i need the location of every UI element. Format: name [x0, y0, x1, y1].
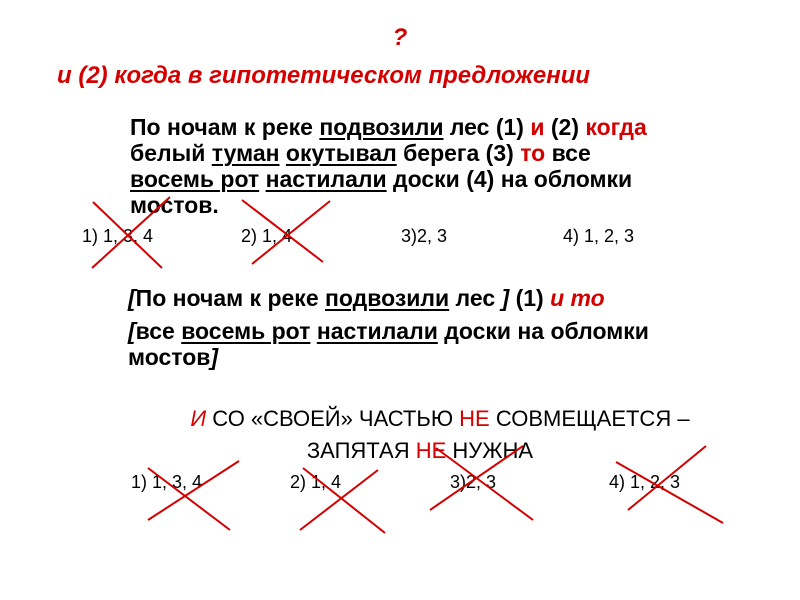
conjunction-red: когда: [585, 114, 647, 140]
option-4: 4) 1, 2, 3: [563, 226, 635, 246]
sentence-text: (2): [544, 114, 586, 140]
conjunction-red: и: [530, 114, 545, 140]
sentence-text: доски на обломки: [437, 318, 649, 344]
predicate-underlined: подвозили: [325, 285, 450, 311]
option-2-second: 2) 1, 4: [290, 472, 342, 492]
conjunction-red: и то: [550, 285, 605, 311]
sentence-text: белый: [130, 140, 212, 166]
sentence-text: берега (3): [396, 140, 521, 166]
bracket-line-2: [128, 317, 649, 345]
sentence-block: [130, 114, 647, 218]
conjunction-red: то: [520, 140, 546, 166]
option-1-second: 1) 1, 3, 4: [131, 472, 203, 492]
option-2: 2) 1, 4: [241, 226, 293, 246]
predicate-underlined: настилали: [316, 318, 438, 344]
bracket-open: [: [128, 318, 136, 344]
rule-negation: НЕ: [459, 406, 490, 431]
predicate-underlined: настилали: [265, 166, 387, 192]
rule-text-part: НУЖНА: [446, 438, 534, 463]
sentence-text: все: [545, 140, 591, 166]
bracket-open: [: [128, 285, 136, 311]
option-4-second: 4) 1, 2, 3: [609, 472, 681, 492]
rule-text: [0, 403, 800, 467]
bracket-close: ]: [210, 344, 219, 370]
rule-conjunction: И: [190, 406, 207, 431]
rule-line-1: [0, 403, 800, 435]
sentence-text: По ночам к реке: [130, 114, 320, 140]
sentence-text: По ночам к реке: [135, 285, 325, 311]
rule-negation: НЕ: [415, 438, 447, 463]
bracket-line-1: [128, 284, 605, 312]
bracket-line-3: [128, 343, 218, 371]
bracket-close: ]: [501, 285, 510, 311]
sentence-text: все: [135, 318, 182, 344]
sentence-line-3: [130, 166, 647, 192]
slide-heading: и (2) когда в гипотетическом предложении: [57, 62, 591, 89]
sentence-text: мостов: [128, 344, 211, 370]
subject-underlined: восемь рот: [130, 166, 260, 192]
rule-text-part: СОВМЕЩАЕТСЯ –: [489, 406, 690, 431]
sentence-text: (1): [509, 285, 551, 311]
option-3: 3)2, 3: [401, 226, 448, 246]
option-3-second: 3)2, 3: [450, 472, 497, 492]
subject-underlined: восемь рот: [181, 318, 311, 344]
sentence-text: доски (4) на обломки: [386, 166, 633, 192]
predicate-underlined: окутывал: [285, 140, 397, 166]
sentence-text: лес (1): [443, 114, 531, 140]
option-1: 1) 1, 3, 4: [82, 226, 154, 246]
sentence-line-4: мостов.: [130, 192, 219, 218]
sentence-line-1: [130, 114, 647, 140]
sentence-line-2: [130, 140, 647, 166]
rule-line-2: [0, 435, 800, 467]
rule-text-part: СО «СВОЕЙ» ЧАСТЬЮ: [206, 406, 460, 431]
sentence-text: лес: [449, 285, 502, 311]
subject-underlined: туман: [211, 140, 280, 166]
title-question-mark: ?: [392, 24, 408, 51]
rule-text-part: ЗАПЯТАЯ: [306, 438, 416, 463]
predicate-underlined: подвозили: [319, 114, 444, 140]
